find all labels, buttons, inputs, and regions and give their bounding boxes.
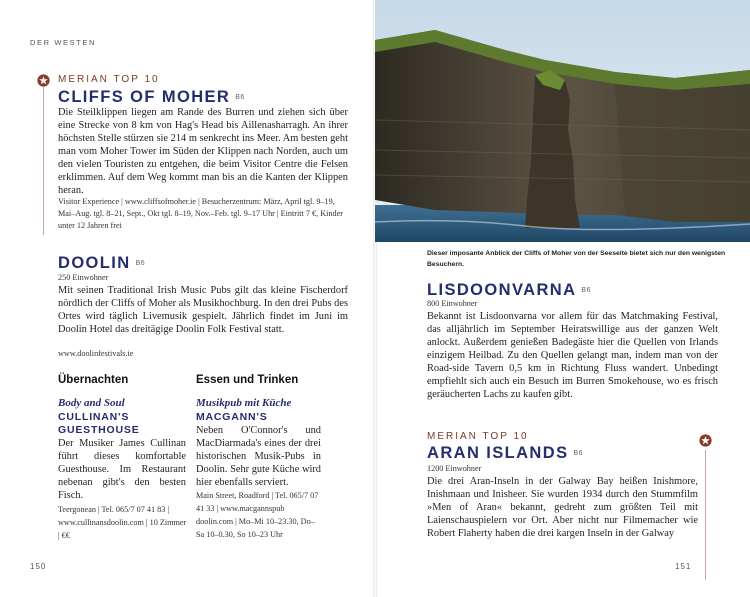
- doolin-map-ref: B6: [135, 260, 146, 268]
- aran-map-ref: B6: [573, 450, 584, 458]
- doolin-url[interactable]: www.doolinfestivals.ie: [58, 349, 134, 358]
- cliffs-title-text: CLIFFS OF MOHER: [58, 88, 231, 106]
- food-heading: Essen und Trinken: [196, 374, 299, 386]
- running-head: DER WESTEN: [30, 38, 97, 47]
- doolin-title-text: DOOLIN: [58, 254, 131, 272]
- guesthouse-info: Teergonean | Tel. 065/7 07 41 83 | www.cullinansdoolin.com | 10 Zimmer | €€: [58, 505, 187, 540]
- aran-description: Die drei Aran-Inseln in der Galway Bay heißen Inishmore, Inishmaan und Inisheer. Sie wurden 1934 durch den Stummfilm »Men of Aran« bekannt, gedreht zum größten Teil mit Laienschauspielern vor Ort. Aber nicht nur Filmemacher wie Robert Flaherty haben die drei kargen Inseln in der Galway: [427, 476, 698, 539]
- aran-top10-star-icon: [699, 434, 712, 447]
- doolin-description: Mit seinen Traditional Irish Music Pubs gilt das kleine Fischerdorf nördlich der Cliffs of Moher als Musikhochburg. In den drei Pubs des Ortes wird täglich Livemusik gespielt. Jährlich findet im Juni im Doolin Hotel das dreitägige Doolin Folk Festival statt.: [58, 285, 348, 335]
- pub-name: MACGANN'S: [196, 411, 268, 423]
- cliffs-map-ref: B6: [235, 94, 245, 102]
- cliffs-photo: [375, 0, 750, 242]
- page-number-left: 150: [30, 562, 47, 571]
- lisdoonvarna-description: Bekannt ist Lisdoonvarna vor allem für das Matchmaking Festival, das alljährlich im September Heiratswillige aus der ganzen Welt anlockt. Außerdem genießen Badegäste hier die Quellen von Irlands einzigem Heilbad. Zu den Quellen gelangt man, indem man von der Road-side Tavern 0,5 km in Richtung Fluss wandert. Unbedingt empfiehlt sich auch ein Besuch im Burren Smokehouse, wo es frisch geräucherten Lachs zu kaufen gibt.: [427, 311, 718, 400]
- lisdoonvarna-map-ref: B6: [581, 287, 591, 295]
- right-page: [375, 0, 750, 597]
- pub-category: Musikpub mit Küche: [196, 397, 292, 409]
- accommodation-heading: Übernachten: [58, 374, 129, 386]
- cliffs-kicker: MERIAN TOP 10: [58, 74, 160, 85]
- lisdoonvarna-population: 800 Einwohner: [427, 299, 478, 308]
- page-number-right: 151: [675, 562, 692, 571]
- lisdoonvarna-title-text: LISDOONVARNA: [427, 281, 577, 299]
- guesthouse-category: Body and Soul: [58, 397, 125, 409]
- guesthouse-description: Der Musiker James Cullinan führt dieses komfortable Guesthouse. Im Restaurant nebenan gibt's den besten Fisch.: [58, 438, 186, 501]
- cliffs-photo-illustration: [375, 0, 750, 242]
- aran-kicker: MERIAN TOP 10: [427, 431, 529, 442]
- aran-title-text: ARAN ISLANDS: [427, 444, 569, 462]
- top10-marker-line: [43, 87, 44, 235]
- photo-caption: Dieser imposante Anblick der Cliffs of Moher von der Seeseite bietet sich nur den wenigsten Besuchern.: [427, 250, 726, 268]
- doolin-population: 250 Einwohner: [58, 273, 109, 282]
- aran-title: [427, 444, 583, 463]
- cliffs-description: Die Steilklippen liegen am Rande des Burren und ziehen sich über eine Strecke von 8 km von Hag's Head bis Aillenasharragh. An ihrer höchsten Stelle stürzen sie 214 m senkrecht ins Meer. Am besten geht man vom Moher Tower im Süden der Klippen nach Norden, auch um den vielen Touristen zu entgehen, die beim Visitor Centre die Felsen erklimmen. Auf dem Weg kommt man bis an die Kanten der Klippen heran.: [58, 107, 348, 196]
- cliffs-title: [58, 88, 245, 107]
- merian-top10-star-icon: [37, 74, 50, 87]
- pub-description: Neben O'Connor's und MacDiarmada's eines der drei historischen Musik-Pubs in Doolin. Sehr gute Küche wird hier ebenfalls serviert.: [196, 425, 321, 488]
- guesthouse-name: CULLINAN'S GUESTHOUSE: [58, 411, 140, 436]
- aran-population: 1200 Einwohner: [427, 464, 482, 473]
- pub-info: Main Street, Roadford | Tel. 065/7 07 41 33 | www.macgannspub doolin.com | Mo–Mi 10–23.30, Do–Sa 10–0.30, So 10–23 Uhr: [196, 491, 319, 539]
- doolin-title: [58, 254, 145, 273]
- aran-marker-line: [705, 450, 706, 580]
- cliffs-info: Visitor Experience | www.cliffsofmoher.ie | Besucherzentrum: März, April tgl. 9–19, Mai–Aug. tgl. 8–21, Sept., Okt tgl. 8–19, Nov.–Feb. tgl. 9–17 Uhr | Eintritt 7 €, Kinder unter 12 Jahren frei: [58, 197, 343, 230]
